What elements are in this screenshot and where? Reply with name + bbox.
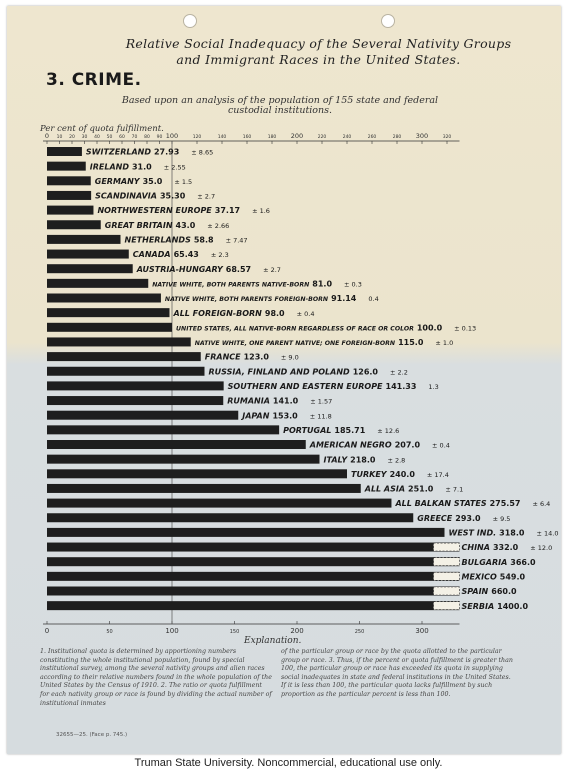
top-tick-label: 320: [442, 135, 452, 140]
bar-category-label: ALL ASIA: [364, 484, 406, 494]
bar-error-label: ± 0.13: [454, 324, 477, 333]
bar-value-label: 43.0: [175, 220, 196, 230]
bar-value-label: 318.0: [499, 528, 525, 538]
bar: [47, 220, 101, 229]
top-tick-label: 70: [131, 135, 138, 140]
bar-error-label: ± 17.4: [426, 470, 449, 479]
bar: [47, 352, 201, 361]
top-tick-label: 260: [367, 135, 377, 140]
bar-category-label: NETHERLANDS: [124, 235, 191, 245]
bar-category-label: SCANDINAVIA: [95, 191, 157, 201]
bar-category-label: ITALY: [323, 455, 348, 465]
bar-value-label: 126.0: [352, 367, 378, 377]
bar: [47, 294, 161, 303]
bar: [47, 528, 445, 537]
bar: [47, 264, 133, 273]
bar-category-label: RUMANIA: [227, 396, 270, 406]
top-tick-label: 280: [392, 135, 402, 140]
bar-error-label: ± 2.7: [263, 265, 281, 274]
bar-category-label: ALL FOREIGN-BORN: [173, 308, 262, 318]
title-line-2: and Immigrant Races in the United States.: [176, 52, 461, 67]
bar-error-label: ± 1.0: [435, 339, 454, 348]
top-tick-label: 300: [415, 132, 429, 140]
bar: [47, 513, 413, 522]
bar-error-label: ± 1.6: [252, 207, 270, 216]
bottom-tick-label: 300: [415, 627, 429, 635]
bar-category-label: NATIVE WHITE, BOTH PARENTS NATIVE-BORN: [152, 281, 310, 289]
bar-category-label: CANADA: [132, 250, 171, 260]
bar-category-label: NATIVE WHITE, BOTH PARENTS FOREIGN-BORN: [164, 296, 329, 304]
bar-value-label: 123.0: [243, 352, 269, 362]
bar-category-label: MEXICO: [461, 572, 497, 582]
bar-overflow-marker: [434, 602, 460, 610]
bar-error-label: ± 12.0: [530, 544, 553, 553]
bar-error-label: ± 14.0: [536, 529, 559, 538]
bar-error-label: ± 9.5: [492, 514, 511, 523]
bar-category-label: CHINA: [461, 543, 490, 553]
bar-category-label: AMERICAN NEGRO: [309, 440, 392, 450]
bar-category-label: SOUTHERN AND EASTERN EUROPE: [227, 382, 383, 391]
bar-overflow-marker: [434, 572, 460, 580]
top-tick-label: 200: [290, 132, 304, 140]
top-tick-label: 10: [56, 135, 63, 140]
bottom-tick-label: 150: [229, 629, 240, 635]
bottom-tick-label: 50: [106, 629, 113, 635]
top-tick-label: 160: [242, 135, 252, 140]
bar-overflow-marker: [434, 543, 460, 551]
explanation-notes-left: 1. Institutional quota is determined by apportioning numbers constituting the whole institutional population, found by special institutional survey, among the several nativity groups and alien races according to their relative numbers found in the whole population of the United States by the Census of 1910. 2. The ratio or quota fulfillment for each nativity group or race is found by dividing the actual number of institutional inmates: [40, 648, 272, 707]
bar-overflow-marker: [434, 558, 460, 566]
bar-value-label: 207.0: [394, 440, 421, 450]
bar-error-label: 1.3: [428, 383, 439, 391]
bar-category-label: RUSSIA, FINLAND AND POLAND: [208, 367, 350, 377]
bar-value-label: 153.0: [272, 411, 298, 421]
top-tick-label: 40: [94, 135, 100, 140]
subtitle-line-2: custodial institutions.: [227, 105, 333, 116]
bar-value-label: 98.0: [264, 308, 285, 318]
bar-value-label: 141.33: [385, 382, 417, 391]
subtitle-line-1: Based upon an analysis of the population of 155 state and federal: [121, 95, 439, 106]
bar-category-label: SWITZERLAND: [85, 147, 151, 157]
bar-error-label: ± 2.8: [387, 456, 406, 465]
top-tick-label: 90: [156, 135, 163, 140]
bar-value-label: 35.0: [142, 176, 163, 186]
top-tick-label: 30: [81, 135, 88, 140]
bar-value-label: 293.0: [455, 513, 481, 523]
bar-category-label: IRELAND: [89, 162, 129, 172]
bar: [47, 543, 460, 552]
bar: [47, 235, 121, 244]
bottom-tick-label: 250: [354, 629, 365, 635]
bar-error-label: ± 1.5: [174, 177, 193, 186]
bar: [47, 206, 93, 215]
bar-category-label: FRANCE: [204, 352, 241, 362]
bar-value-label: 660.0: [491, 587, 517, 597]
bar-value-label: 549.0: [499, 572, 526, 582]
bar: [47, 601, 460, 610]
bar-category-label: BULGARIA: [461, 557, 508, 567]
bar-value-label: 185.71: [334, 425, 366, 435]
bar-value-label: 81.0: [312, 279, 333, 289]
bar-error-label: ± 0.4: [432, 441, 450, 450]
top-tick-label: 120: [192, 135, 202, 140]
bar-value-label: 68.57: [225, 264, 252, 274]
top-tick-label: 240: [342, 135, 352, 140]
bar-value-label: 65.43: [173, 250, 199, 260]
bar-error-label: ± 7.1: [445, 485, 464, 494]
bar: [47, 381, 224, 390]
bar-category-label: AUSTRIA-HUNGARY: [136, 264, 223, 274]
bar-error-label: ± 12.6: [377, 426, 400, 435]
bar-value-label: 37.17: [214, 206, 241, 216]
axis-caption: Per cent of quota fulfillment.: [40, 124, 164, 134]
bar-error-label: ± 7.47: [225, 236, 248, 245]
bar-value-label: 27.93: [153, 147, 180, 157]
bar: [47, 176, 91, 185]
top-tick-label: 180: [267, 135, 277, 140]
bar-value-label: 332.0: [492, 543, 519, 553]
bar: [47, 162, 86, 171]
bottom-tick-label: 200: [290, 627, 304, 635]
title-line-1: Relative Social Inadequacy of the Several Nativity Groups: [125, 36, 512, 51]
plate-number: 32655—25. (Face p. 745.): [56, 732, 128, 738]
bar-category-label: TURKEY: [351, 469, 387, 479]
bar-category-label: JAPAN: [242, 411, 270, 421]
top-tick-label: 140: [217, 135, 227, 140]
bar: [47, 337, 191, 346]
bar-category-label: NATIVE WHITE, ONE PARENT NATIVE; ONE FOREIGN-BORN: [194, 340, 396, 348]
top-tick-label: 20: [69, 135, 75, 140]
bar-category-label: SERBIA: [461, 601, 495, 611]
bar-error-label: ± 2.55: [163, 163, 186, 172]
bar: [47, 367, 205, 376]
bar: [47, 572, 460, 581]
bar-error-label: ± 1.57: [310, 397, 333, 406]
bar: [47, 147, 82, 156]
bar-value-label: 35.30: [159, 191, 186, 201]
bar-error-label: ± 2.2: [390, 368, 408, 377]
bar-value-label: 1400.0: [497, 601, 529, 611]
bar-value-label: 31.0: [131, 162, 152, 172]
top-tick-label: 100: [165, 132, 179, 140]
bar-value-label: 58.8: [193, 235, 214, 245]
bar-category-label: GREECE: [417, 513, 453, 523]
bar-category-label: WEST IND.: [448, 528, 497, 538]
bar-category-label: GREAT BRITAIN: [104, 220, 173, 230]
bar: [47, 308, 170, 317]
explanation-notes-right: of the particular group or race by the quota allotted to the particular group or race. 3. Thus, if the percent or quota fulfillment is greater than 100, the particular group or race has exceeded its quota in supplying social inadequates in state and federal institutions in the United States. If it is less than 100, the particular quota lacks fulfillment by such proportion as the particular percent is less than 100.: [281, 648, 513, 698]
bar-category-label: SPAIN: [461, 587, 489, 597]
bar-error-label: ± 0.4: [296, 309, 315, 318]
bar: [47, 191, 91, 200]
top-tick-label: 0: [44, 132, 50, 140]
bar-category-label: ALL BALKAN STATES: [395, 499, 487, 509]
bar-error-label: ± 2.66: [207, 221, 230, 230]
bar-error-label: ± 2.3: [210, 251, 229, 260]
bar-value-label: 115.0: [398, 338, 424, 348]
top-tick-label: 50: [106, 135, 113, 140]
bar-error-label: ± 6.4: [532, 500, 551, 509]
bar: [47, 440, 306, 449]
bar: [47, 484, 361, 493]
bar: [47, 396, 223, 405]
bar-value-label: 91.14: [331, 294, 357, 304]
bar-error-label: ± 8.65: [191, 148, 214, 157]
bar: [47, 557, 460, 566]
bar-category-label: GERMANY: [94, 176, 140, 186]
bar-error-label: ± 0.3: [344, 280, 362, 289]
bar-category-label: PORTUGAL: [283, 425, 332, 435]
bottom-tick-label: 0: [44, 627, 50, 635]
bar-overflow-marker: [434, 587, 460, 595]
bar: [47, 323, 172, 332]
bar: [47, 469, 347, 478]
bar-value-label: 100.0: [416, 323, 443, 333]
footer-credit: Truman State University. Noncommercial, educational use only.: [134, 757, 443, 769]
bar-value-label: 275.57: [489, 499, 521, 509]
bar: [47, 587, 460, 596]
bar-value-label: 366.0: [510, 557, 536, 567]
bar: [47, 250, 129, 259]
bar: [47, 411, 238, 420]
section-heading: 3. CRIME.: [46, 70, 142, 90]
bar-error-label: ± 2.7: [197, 192, 216, 201]
bottom-tick-label: 100: [165, 627, 179, 635]
bar-value-label: 251.0: [408, 484, 434, 494]
explanation-heading: Explanation.: [244, 636, 302, 646]
top-tick-label: 220: [317, 135, 327, 140]
bar-value-label: 218.0: [350, 455, 376, 465]
bar-error-label: 0.4: [368, 295, 379, 304]
bar-error-label: ± 11.8: [309, 412, 332, 421]
bar: [47, 279, 148, 288]
top-tick-label: 80: [144, 135, 150, 140]
bar-category-label: NORTHWESTERN EUROPE: [97, 206, 212, 216]
bar: [47, 425, 279, 434]
bar-value-label: 240.0: [389, 469, 415, 479]
bar-value-label: 141.0: [272, 396, 299, 406]
bar: [47, 499, 391, 508]
top-tick-label: 60: [119, 135, 125, 140]
bar: [47, 455, 320, 464]
bar-category-label: UNITED STATES, ALL NATIVE-BORN REGARDLESS OF RACE OR COLOR: [176, 325, 414, 333]
bar-error-label: ± 9.0: [280, 353, 299, 362]
